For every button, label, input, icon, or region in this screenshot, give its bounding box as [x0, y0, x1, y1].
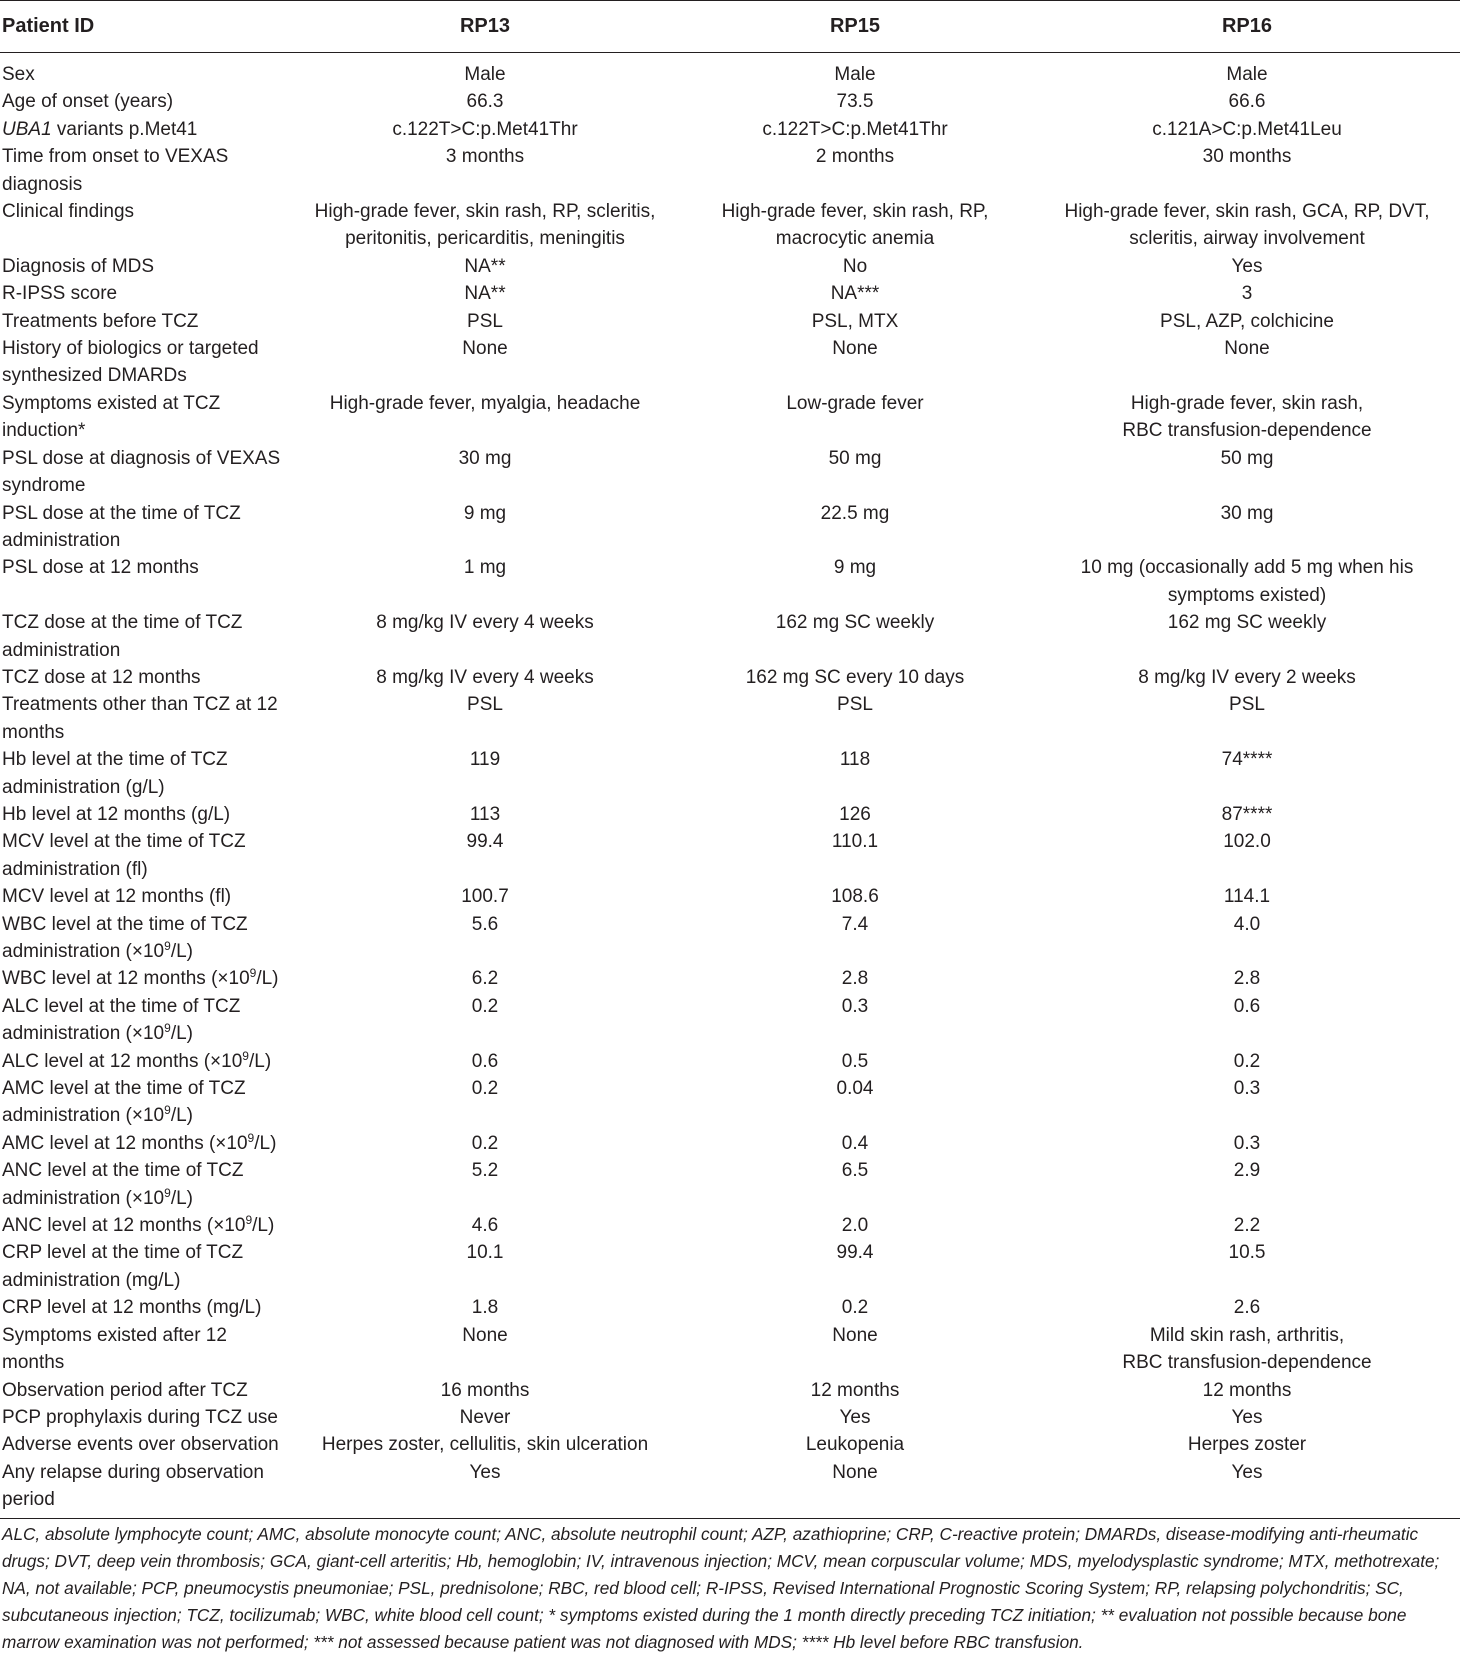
- rp16-value: Yes: [1231, 255, 1263, 277]
- rp15-value: None: [832, 1461, 878, 1483]
- rp13-value: 119: [469, 749, 501, 771]
- rp16-value: Mild skin rash, arthritis, RBC transfusion-dependence: [1122, 1324, 1372, 1374]
- row-label: Diagnosis of MDS: [2, 255, 155, 277]
- rp15-value: 110.1: [831, 831, 879, 853]
- row-label: CRP level at 12 months (mg/L): [2, 1297, 262, 1319]
- rp13-value: 1.8: [471, 1297, 499, 1319]
- table-row: [0, 883, 1460, 910]
- rp16-value: 162 mg SC weekly: [1167, 612, 1327, 634]
- rp16-value: None: [1224, 338, 1270, 360]
- table-row: [0, 143, 1460, 198]
- row-label: ANC level at 12 months $(\times 10^9/L)$: [2, 1213, 275, 1237]
- rp16-value: 30 months: [1202, 146, 1292, 168]
- rp15-value: c.122T>C:p.Met41Thr: [762, 118, 948, 140]
- rp16-value: Male: [1226, 64, 1268, 85]
- rp13-value: PSL: [467, 310, 503, 332]
- rp16-value: 10.5: [1228, 1242, 1266, 1264]
- rp16-value: 4.0: [1233, 913, 1261, 935]
- row-label: Time from onset to VEXAS diagnosis: [2, 146, 229, 195]
- rp15-value: 73.5: [836, 91, 874, 113]
- table-row: [0, 993, 1460, 1048]
- rp13-value: 1 mg: [463, 557, 507, 579]
- row-label: CRP level at the time of TCZ administration (mg/L): [2, 1242, 244, 1291]
- rp15-value: PSL: [837, 694, 873, 716]
- row-label: WBC level at the time of TCZ administration $(\times 10^9/L)$: [2, 913, 248, 962]
- rp15-value: 108.6: [831, 886, 879, 908]
- rp15-value: 12 months: [810, 1379, 900, 1401]
- table-row: [0, 1294, 1460, 1321]
- row-label: AMC level at the time of TCZ administration $(\times 10^9/L)$: [2, 1078, 246, 1127]
- table-row: [0, 828, 1460, 883]
- table-row: [0, 1459, 1460, 1518]
- rp13-value: 30 mg: [458, 447, 512, 469]
- rp15-value: 2.8: [841, 968, 869, 990]
- rp16-value: 30 mg: [1220, 502, 1274, 524]
- rp15-value: 2 months: [815, 146, 895, 168]
- gene-name: UBA1: [2, 118, 52, 140]
- rp15-value: 0.3: [841, 995, 869, 1017]
- table-row: [0, 198, 1460, 253]
- rp15-value: 0.2: [841, 1297, 869, 1319]
- table-row: [0, 335, 1460, 390]
- row-label: [0, 116, 294, 143]
- table-row: [0, 965, 1460, 992]
- rp15-value: 6.5: [841, 1160, 869, 1182]
- table-row: [0, 1157, 1460, 1212]
- rp15-value: 50 mg: [828, 447, 882, 469]
- rp13-value: High-grade fever, skin rash, RP, scleritis, peritonitis, pericarditis, meningitis: [314, 201, 656, 250]
- rp13-value: 4.6: [471, 1215, 499, 1237]
- rp15-value: Male: [834, 64, 876, 85]
- rp13-value: Male: [464, 64, 506, 85]
- rp13-value: Never: [459, 1406, 511, 1428]
- rp15-value: 162 mg SC weekly: [775, 612, 935, 634]
- table-row: [0, 554, 1460, 609]
- table-row: [0, 746, 1460, 801]
- rp16-value: High-grade fever, skin rash, GCA, RP, DVT, scleritis, airway involvement: [1064, 201, 1430, 250]
- row-label: MCV level at the time of TCZ administration (fl): [2, 831, 246, 880]
- rp16-value: PSL: [1229, 694, 1265, 716]
- table-row: [0, 1048, 1460, 1075]
- rp16-value: 12 months: [1202, 1379, 1292, 1401]
- rp13-value: 9 mg: [463, 502, 507, 524]
- table-row: [0, 1377, 1460, 1404]
- rp13-value: 0.2: [471, 995, 499, 1017]
- rp13-value: 0.2: [471, 1132, 499, 1154]
- table-row: [0, 691, 1460, 746]
- table-row: [0, 1431, 1460, 1458]
- row-label: Treatments other than TCZ at 12 months: [2, 694, 278, 743]
- row-label: PSL dose at 12 months: [2, 557, 199, 579]
- rp15-value: PSL, MTX: [811, 310, 899, 332]
- rp13-value: 3 months: [445, 146, 525, 168]
- rp13-value: 8 mg/kg IV every 4 weeks: [376, 666, 594, 688]
- rp13-value: 0.6: [471, 1050, 499, 1072]
- rp13-value: 16 months: [440, 1379, 530, 1401]
- row-label: Hb level at the time of TCZ administration (g/L): [2, 749, 228, 798]
- rp16-value: 74****: [1221, 749, 1273, 771]
- table-row: [0, 1130, 1460, 1157]
- rp15-value: 162 mg SC every 10 days: [745, 666, 965, 688]
- rp16-value: High-grade fever, skin rash, RBC transfusion-dependence: [1122, 392, 1372, 442]
- header-patient-id: Patient ID: [2, 15, 95, 37]
- row-label: PSL dose at the time of TCZ administration: [2, 502, 241, 551]
- rp16-value: 8 mg/kg IV every 2 weeks: [1138, 666, 1356, 688]
- table-row: [0, 116, 1460, 143]
- row-label: MCV level at 12 months (fl): [2, 886, 232, 908]
- row-label: Symptoms existed at TCZ induction*: [2, 392, 221, 442]
- rp13-value: NA**: [464, 283, 506, 305]
- row-label: TCZ dose at 12 months: [2, 666, 201, 688]
- rp15-value: 126: [839, 803, 871, 825]
- rp15-value: 118: [839, 749, 871, 771]
- rp15-value: No: [842, 255, 868, 277]
- rp15-value: 2.0: [841, 1215, 869, 1237]
- row-label: R-IPSS score: [2, 283, 118, 305]
- rp13-value: 99.4: [466, 831, 504, 853]
- rp15-value: 7.4: [841, 913, 869, 935]
- rp16-value: Herpes zoster: [1187, 1434, 1307, 1456]
- rp13-value: None: [462, 338, 508, 360]
- rp15-value: Low-grade fever: [786, 392, 924, 414]
- table-row: [0, 1322, 1460, 1377]
- header-rp15: RP15: [829, 15, 881, 37]
- row-label: PSL dose at diagnosis of VEXAS syndrome: [2, 447, 281, 497]
- rp13-value: High-grade fever, myalgia, headache: [329, 392, 641, 414]
- table-row: [0, 308, 1460, 335]
- rp16-value: 0.3: [1233, 1132, 1261, 1154]
- table-row: [0, 664, 1460, 691]
- row-label: AMC level at 12 months $(\times 10^9/L)$: [2, 1130, 277, 1154]
- rp16-value: 50 mg: [1220, 447, 1274, 469]
- row-label: ANC level at the time of TCZ administration $(\times 10^9/L)$: [2, 1160, 244, 1209]
- table-footnote: ALC, absolute lymphocyte count; AMC, absolute monocyte count; ANC, absolute neutrophil count; AZP, azathioprine; CRP, C-reactive protein; DMARDs, disease-modifying anti-rheumatic drugs; DVT, deep vein thrombosis; GCA, giant-cell arteritis; Hb, hemoglobin; IV, intravenous injection; MCV, mean corpuscular volume; MDS, myelodysplastic syndrome; MTX, methotrexate; NA, not available; PCP, pneumocystis pneumoniae; PSL, prednisolone; RBC, red blood cell; R-IPSS, Revised International Prognostic Scoring System; RP, relapsing polychondritis; SC, subcutaneous injection; TCZ, tocilizumab; WBC, white blood cell count; * symptoms existed during the 1 month directly preceding TCZ initiation; ** evaluation not possible because bone marrow examination was not performed; *** not assessed because patient was not diagnosed with MDS; **** Hb level before RBC transfusion.: [2, 1524, 1440, 1652]
- row-label: History of biologics or targeted synthesized DMARDs: [2, 338, 259, 387]
- row-label: TCZ dose at the time of TCZ administration: [2, 612, 243, 661]
- row-label: Observation period after TCZ: [2, 1379, 248, 1401]
- row-label: PCP prophylaxis during TCZ use: [2, 1406, 278, 1428]
- rp16-value: c.121A>C:p.Met41Leu: [1152, 118, 1342, 140]
- table-row: [0, 445, 1460, 500]
- rp13-value: None: [462, 1324, 508, 1346]
- rp15-value: Yes: [839, 1406, 871, 1428]
- table-row: [0, 1075, 1460, 1130]
- rp16-value: 114.1: [1223, 886, 1271, 908]
- rp13-value: 66.3: [466, 91, 504, 113]
- rp15-value: 0.5: [841, 1050, 869, 1072]
- rp16-value: 66.6: [1228, 91, 1266, 113]
- rp15-value: None: [832, 338, 878, 360]
- rp13-value: 5.2: [471, 1160, 499, 1182]
- row-label: Any relapse during observation period: [2, 1461, 264, 1511]
- rp16-value: 2.9: [1233, 1160, 1261, 1182]
- table-row: [0, 53, 1460, 89]
- table-body: [0, 53, 1460, 1519]
- rp15-value: 22.5 mg: [820, 502, 890, 524]
- table-row: [0, 253, 1460, 280]
- rp13-value: c.122T>C:p.Met41Thr: [392, 118, 578, 140]
- row-label: Clinical findings: [2, 201, 135, 223]
- rp16-value: Yes: [1231, 1461, 1263, 1483]
- row-label: Treatments before TCZ: [2, 310, 199, 332]
- rp13-value: 8 mg/kg IV every 4 weeks: [376, 612, 594, 634]
- header-rp16: RP16: [1221, 15, 1273, 37]
- rp13-value: 6.2: [471, 968, 499, 990]
- table-row: [0, 500, 1460, 555]
- table-row: [0, 88, 1460, 115]
- table-header-row: [0, 1, 1460, 53]
- rp16-value: 3: [1241, 283, 1253, 305]
- rp13-value: 100.7: [461, 886, 509, 908]
- rp16-value: PSL, AZP, colchicine: [1160, 310, 1334, 332]
- rp13-value: 113: [469, 803, 501, 825]
- rp16-value: 102.0: [1223, 831, 1271, 853]
- rp13-value: 5.6: [471, 913, 499, 935]
- table-row: [0, 280, 1460, 307]
- rp15-value: 0.04: [836, 1078, 874, 1100]
- rp15-value: Leukopenia: [805, 1434, 905, 1456]
- table-row: [0, 801, 1460, 828]
- rp16-value: 87****: [1221, 803, 1273, 825]
- rp13-value: Herpes zoster, cellulitis, skin ulceration: [321, 1434, 649, 1456]
- row-label: WBC level at 12 months $(\times 10^9/L)$: [2, 966, 279, 990]
- gene-variant-label: variants p.Met41: [51, 118, 198, 140]
- table-row: [0, 911, 1460, 966]
- rp13-value: 0.2: [471, 1078, 499, 1100]
- rp13-value: Yes: [469, 1461, 501, 1483]
- row-label: Age of onset (years): [2, 91, 174, 113]
- rp15-value: 9 mg: [833, 557, 877, 579]
- rp15-value: 99.4: [836, 1242, 874, 1264]
- row-label: Sex: [2, 64, 35, 85]
- row-label: ALC level at the time of TCZ administration $(\times 10^9/L)$: [2, 995, 241, 1045]
- rp15-value: NA***: [830, 283, 880, 305]
- row-label: Adverse events over observation: [2, 1434, 279, 1456]
- rp16-value: 2.6: [1233, 1297, 1261, 1319]
- rp13-value: NA**: [464, 255, 506, 277]
- rp15-value: None: [832, 1324, 878, 1346]
- table-row: [0, 1212, 1460, 1239]
- rp16-value: 0.2: [1233, 1050, 1261, 1072]
- rp13-value: PSL: [467, 694, 503, 716]
- row-label: ALC level at 12 months $(\times 10^9/L)$: [2, 1048, 272, 1072]
- rp16-value: Yes: [1231, 1406, 1263, 1428]
- rp15-value: 0.4: [841, 1132, 869, 1154]
- header-rp13: RP13: [459, 15, 511, 37]
- rp16-value: 10 mg (occasionally add 5 mg when his symptoms existed): [1080, 557, 1414, 606]
- row-label: Symptoms existed after 12 months: [2, 1324, 227, 1374]
- table-row: [0, 1404, 1460, 1431]
- table-row: [0, 609, 1460, 664]
- row-label: Hb level at 12 months (g/L): [2, 803, 231, 825]
- rp15-value: High-grade fever, skin rash, RP, macrocytic anemia: [721, 201, 989, 250]
- rp16-value: 2.8: [1233, 968, 1261, 990]
- table-row: [0, 390, 1460, 445]
- rp16-value: 0.3: [1233, 1078, 1261, 1100]
- table-row: [0, 1239, 1460, 1294]
- rp16-value: 0.6: [1233, 995, 1261, 1017]
- rp13-value: 10.1: [466, 1242, 504, 1264]
- rp16-value: 2.2: [1233, 1215, 1261, 1237]
